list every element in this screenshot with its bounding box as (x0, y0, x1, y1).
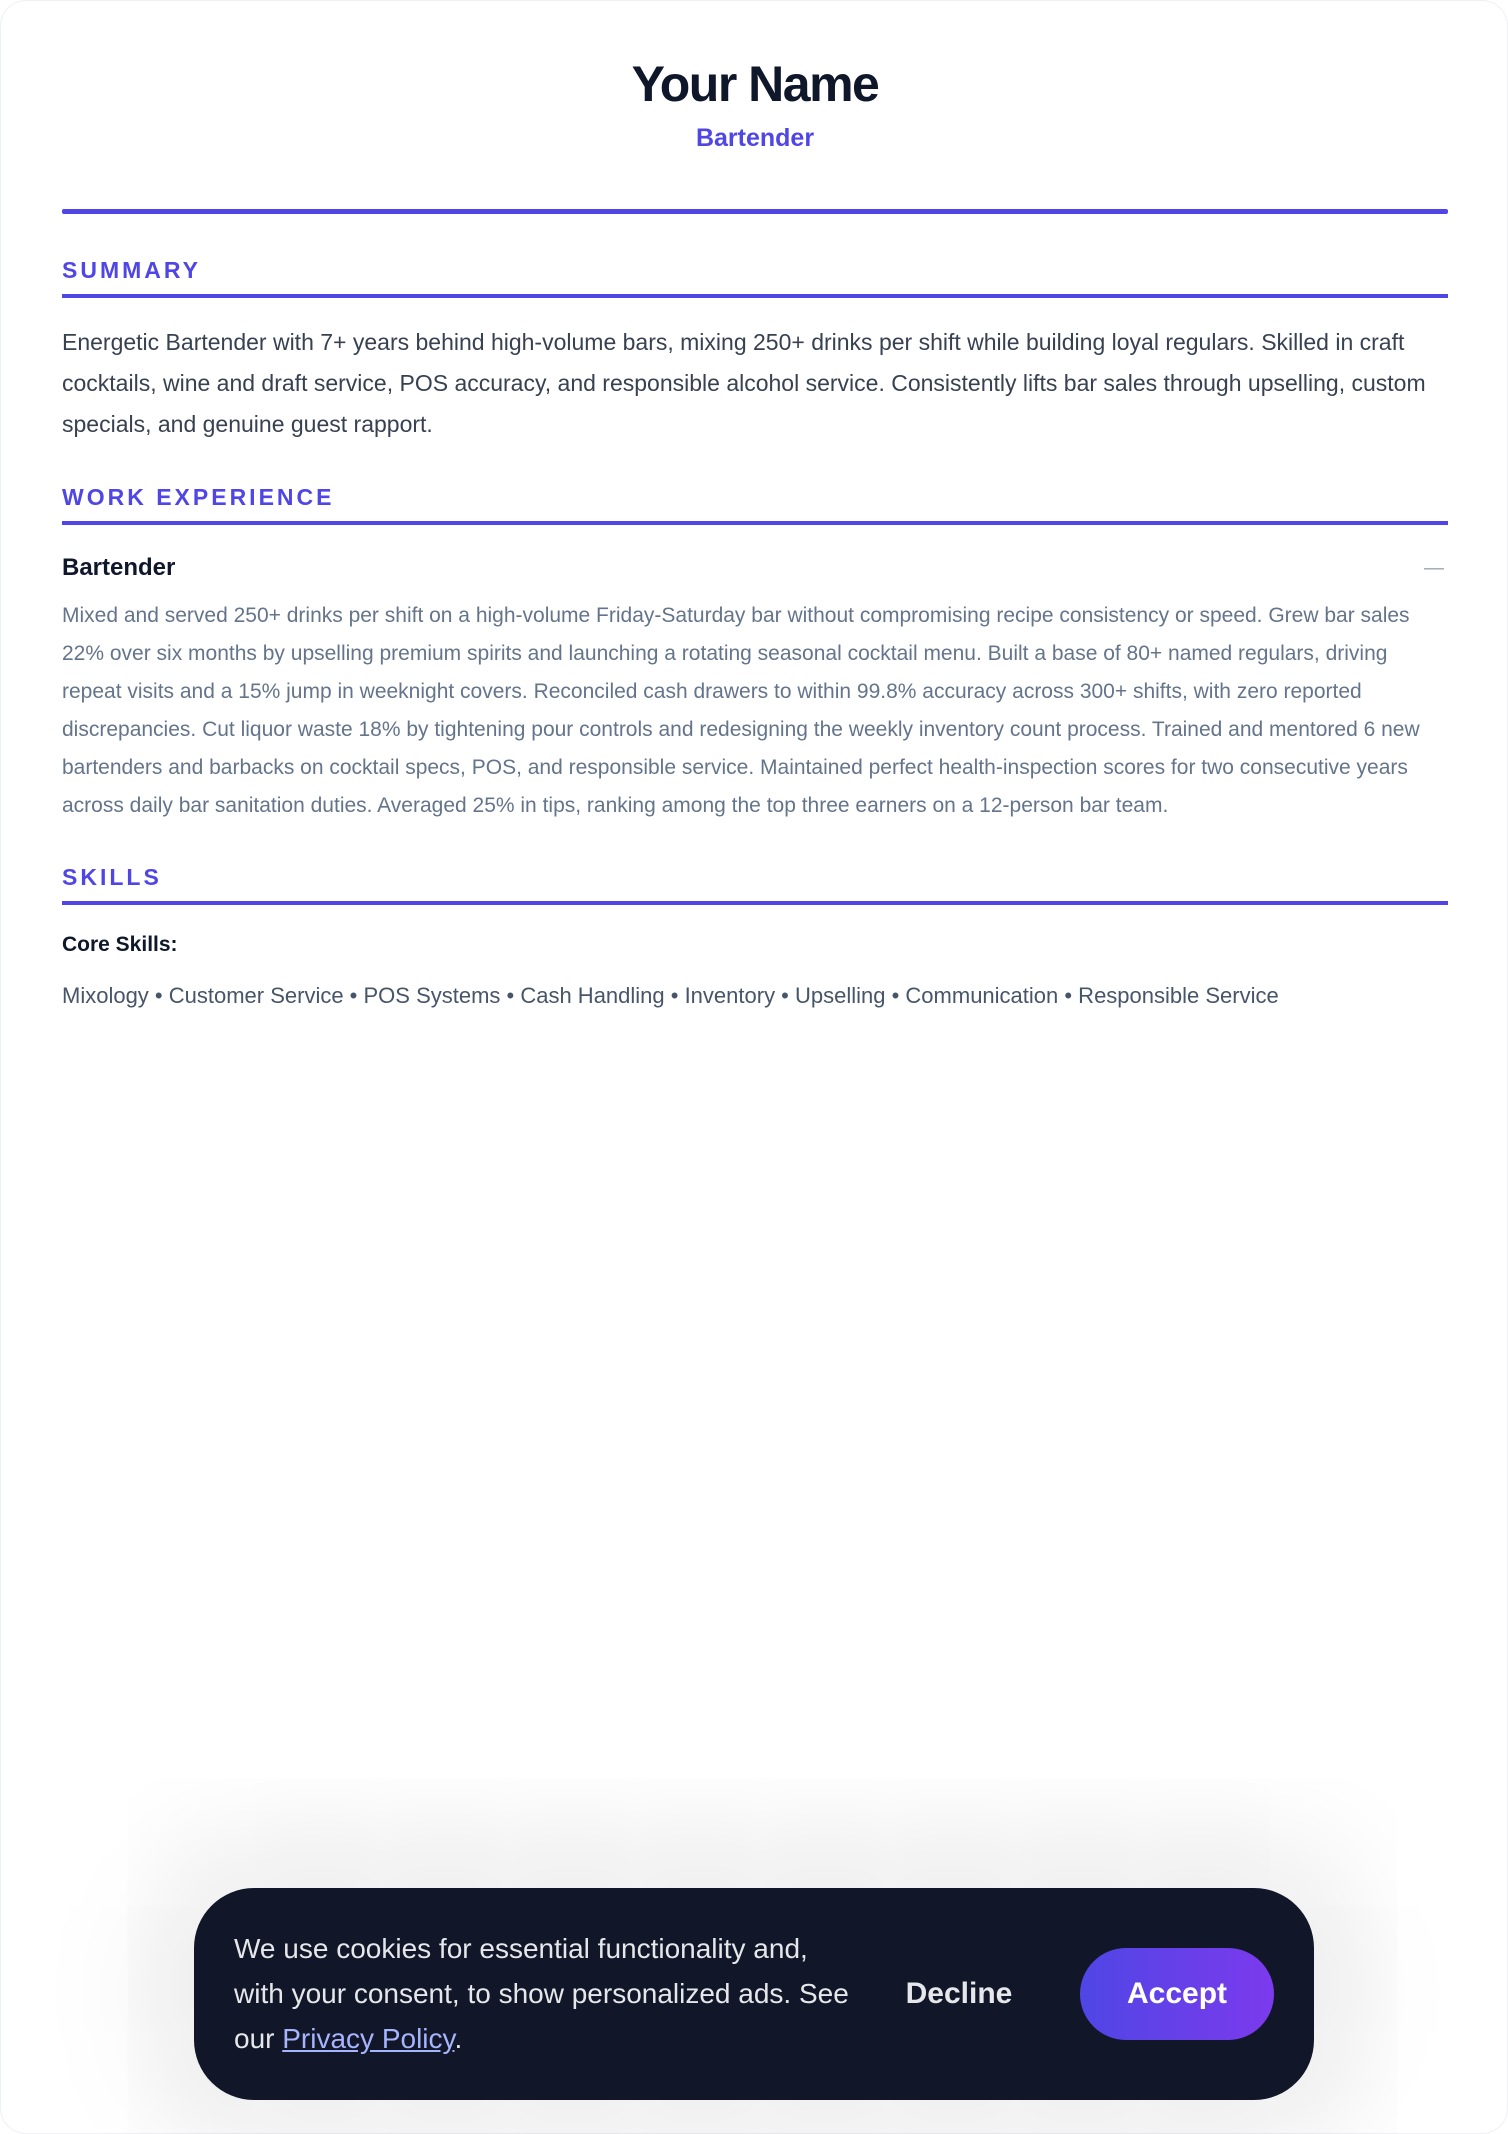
decline-button[interactable]: Decline (905, 1977, 1013, 2010)
summary-heading: SUMMARY (62, 256, 1448, 298)
job-title: Bartender (62, 554, 176, 581)
privacy-policy-link[interactable]: Privacy Policy (282, 2023, 455, 2054)
accept-button[interactable]: Accept (1080, 1948, 1274, 2040)
cookie-message-end: . (454, 2023, 463, 2054)
job-entry (62, 553, 1448, 825)
cookie-message-text: We use cookies for essential functionality and, with your consent, to show personalized ads. See our (234, 1933, 849, 2054)
summary-text: Energetic Bartender with 7+ years behind high-volume bars, mixing 250+ drinks per shift while building loyal regulars. Skilled in craft cocktails, wine and draft service, POS accuracy, and responsible alcohol service. Consistently lifts bar sales through upselling, custom specials, and genuine guest rapport. (62, 329, 1426, 437)
cookie-banner (194, 1888, 1314, 2100)
header-divider (62, 209, 1448, 214)
core-skills-label: Core Skills: (62, 933, 178, 956)
job-description: Mixed and served 250+ drinks per shift on a high-volume Friday-Saturday bar without compromising recipe consistency or speed. Grew bar sales 22% over six months by upselling premium spirits and launching a rotating seasonal cocktail menu. Built a base of 80+ named regulars, driving repeat visits and a 15% jump in weeknight covers. Reconciled cash drawers to within 99.8% accuracy across 300+ shifts, with zero reported discrepancies. Cut liquor waste 18% by tightening pour controls and redesigning the weekly inventory count process. Trained and mentored 6 new bartenders and barbacks on cocktail specs, POS, and responsible service. Maintained perfect health-inspection scores for two consecutive years across daily bar sanitation duties. Averaged 25% in tips, ranking among the top three earners on a 12-person bar team. (62, 604, 1420, 817)
resume-role: Bartender (695, 124, 815, 152)
job-dates: — (1424, 556, 1444, 579)
skills-heading: SKILLS (62, 863, 1448, 905)
core-skills-list: Mixology • Customer Service • POS Systems • Cash Handling • Inventory • Upselling • Communication • Responsible Service (62, 983, 1279, 1008)
resume (62, 1, 1448, 1011)
job-header (62, 553, 1448, 583)
work-experience-heading: WORK EXPERIENCE (62, 483, 1448, 525)
resume-name: Your Name (631, 56, 879, 112)
cookie-message (234, 1926, 854, 2061)
